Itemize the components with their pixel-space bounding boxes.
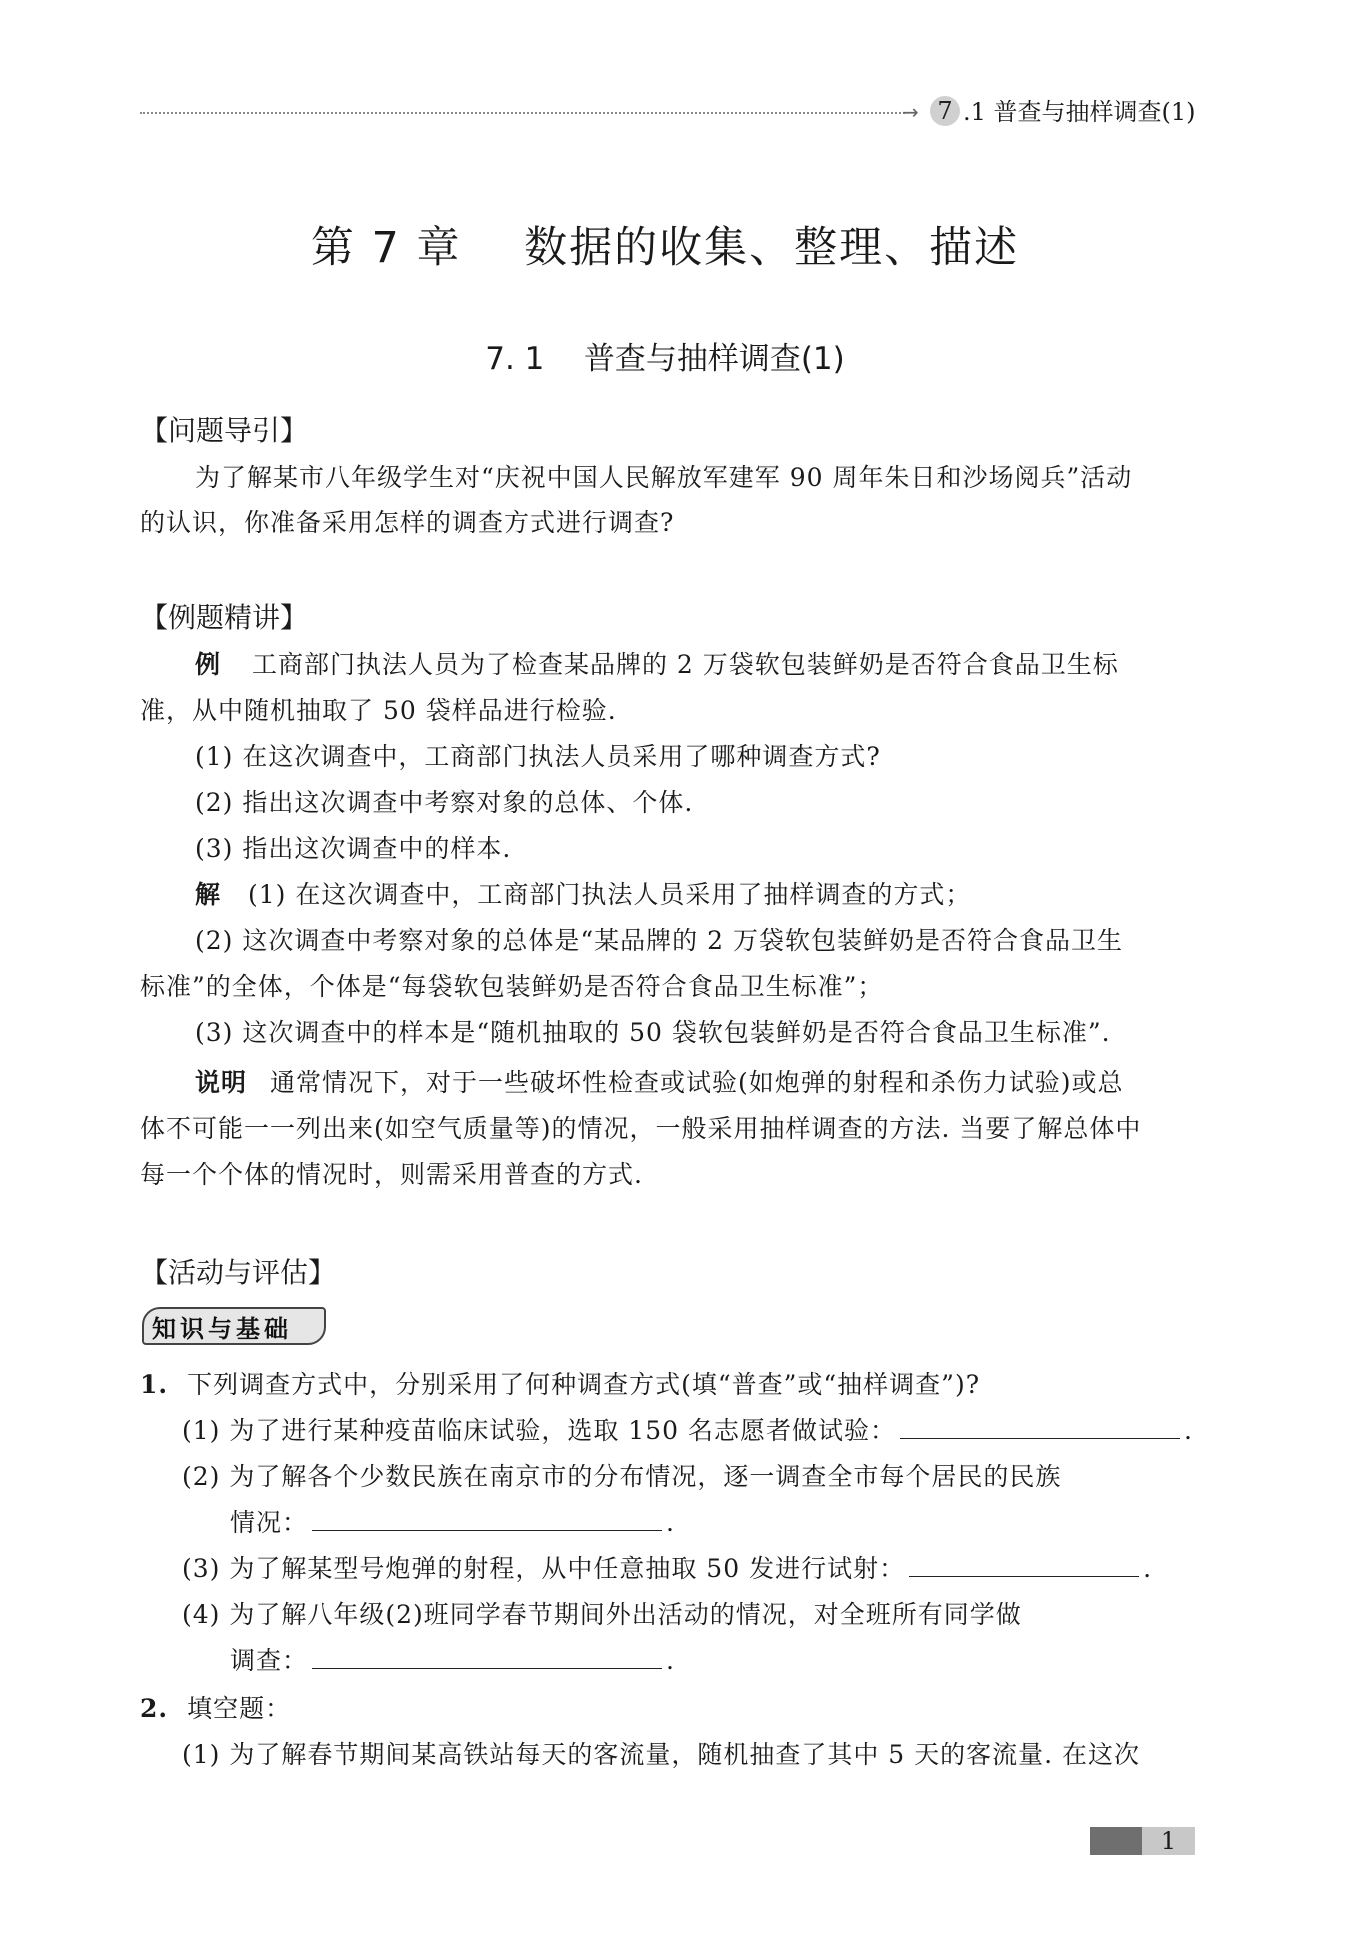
example-problem-text-1: 工商部门执法人员为了检查某品牌的 2 万袋软包装鲜奶是否符合食品卫生标 [251,650,1119,679]
example-question-2: (2) 指出这次调查中考察对象的总体、个体. [195,788,694,817]
solution-text-1: (1) 在这次调查中，工商部门执法人员采用了抽样调查的方式； [247,880,972,909]
example-heading: 【例题精讲】 [140,601,309,634]
note-line-3: 每一个个体的情况时，则需采用普查的方式. [140,1160,643,1189]
q1-item-3 [182,1546,1152,1592]
question-1-number: 1. [140,1370,169,1399]
chapter-title: 第 7 章 数据的收集、整理、描述 [310,223,1020,273]
solution-line-2: (2) 这次调查中考察对象的总体是“某品牌的 2 万袋软包装鲜奶是否符合食品卫生 [195,926,1123,955]
question-1 [140,1362,980,1408]
q1-item-4-cont [230,1638,675,1684]
note-line-2: 体不可能一一列出来(如空气质量等)的情况，一般采用抽样调查的方法. 当要了解总体中 [140,1114,1142,1143]
page-number-box [1090,1825,1195,1857]
header-dotted-rule [140,112,905,114]
q1-item-3-text: (3) 为了解某型号炮弹的射程，从中任意抽取 50 发进行试射： [182,1554,906,1583]
chapter-number-badge: 7 [930,96,960,126]
answer-blank-4[interactable] [312,1638,662,1669]
arrow-icon: → [902,100,919,124]
q1-item-1-period: . [1183,1416,1193,1445]
note-text-1: 通常情况下，对于一些破坏性检查或试验(如炮弹的射程和杀伤力试验)或总 [269,1068,1124,1097]
solution-line-4: (3) 这次调查中的样本是“随机抽取的 50 袋软包装鲜奶是否符合食品卫生标准”. [195,1018,1111,1047]
guide-line-2: 的认识，你准备采用怎样的调查方式进行调查? [140,508,675,537]
q1-item-1 [182,1408,1193,1454]
page-tab-dark [1090,1827,1142,1855]
question-1-text: 下列调查方式中，分别采用了何种调查方式(填“普查”或“抽样调查”)? [187,1370,981,1399]
solution-label: 解 [195,880,222,909]
section-title: 7. 1 普查与抽样调查(1) [485,341,845,377]
question-2 [140,1686,291,1732]
guide-heading: 【问题导引】 [140,414,309,447]
q1-item-2-cont-text: 情况： [230,1508,309,1537]
example-problem-line-1 [195,642,1119,688]
q1-item-1-text: (1) 为了进行某种疫苗临床试验，选取 150 名志愿者做试验： [182,1416,896,1445]
badge-text: 知识与基础 [152,1315,292,1343]
example-label: 例 [195,650,222,679]
knowledge-basics-badge [142,1303,324,1343]
answer-blank-2[interactable] [312,1500,662,1531]
page-number: 1 [1160,1827,1177,1855]
solution-line-3: 标准”的全体，个体是“每袋软包装鲜奶是否符合食品卫生标准”； [140,972,884,1001]
guide-line-1: 为了解某市八年级学生对“庆祝中国人民解放军建军 90 周年朱日和沙场阅兵”活动 [195,463,1133,492]
answer-blank-1[interactable] [900,1408,1180,1439]
q1-item-4-period: . [666,1646,675,1675]
header-section-text: .1 普查与抽样调查(1) [963,98,1196,126]
q1-item-2-cont [230,1500,675,1546]
running-header [140,96,1195,136]
q1-item-4-cont-text: 调查： [230,1646,309,1675]
q2-item-1: (1) 为了解春节期间某高铁站每天的客流量，随机抽查了其中 5 天的客流量. 在这次 [182,1740,1141,1769]
question-2-number: 2. [140,1694,169,1723]
solution-line-1 [195,872,971,918]
activity-heading: 【活动与评估】 [140,1256,337,1289]
q1-item-2: (2) 为了解各个少数民族在南京市的分布情况，逐一调查全市每个居民的民族 [182,1462,1062,1491]
answer-blank-3[interactable] [909,1546,1139,1577]
example-problem-line-2: 准，从中随机抽取了 50 袋样品进行检验. [140,696,617,725]
example-question-1: (1) 在这次调查中，工商部门执法人员采用了哪种调查方式? [195,742,881,771]
note-line-1 [195,1060,1123,1106]
q1-item-3-period: . [1143,1554,1153,1583]
q1-item-4: (4) 为了解八年级(2)班同学春节期间外出活动的情况，对全班所有同学做 [182,1600,1022,1629]
note-label: 说明 [195,1068,248,1097]
q1-item-2-period: . [666,1508,675,1537]
example-question-3: (3) 指出这次调查中的样本. [195,834,512,863]
question-2-text: 填空题： [187,1694,292,1723]
